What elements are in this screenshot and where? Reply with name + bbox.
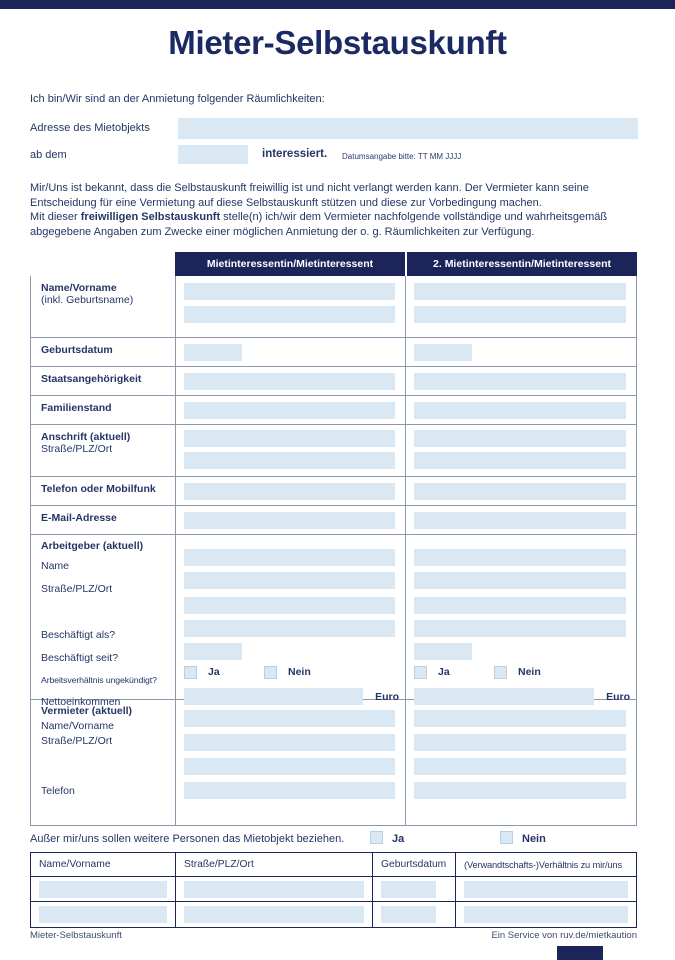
employer-name-field-p2[interactable]: [414, 549, 626, 566]
landlord-phone-field-p2[interactable]: [414, 782, 626, 799]
row-name: [31, 276, 636, 338]
additional-no-checkbox[interactable]: [500, 831, 513, 844]
person-col-relationship: (Verwandtschafts-)Verhältnis zu mir/uns: [455, 853, 636, 876]
employer-street-field-p2-1[interactable]: [414, 572, 626, 589]
address-field-p1-1[interactable]: [184, 430, 395, 447]
row-landlord: [31, 700, 636, 825]
employer-label: Arbeitgeber (aktuell): [41, 540, 144, 552]
employment-no-checkbox-p2[interactable]: [494, 666, 507, 679]
employment-yes-checkbox-p2[interactable]: [414, 666, 427, 679]
person2-name-field[interactable]: [39, 906, 167, 923]
intro-sentence: Ich bin/Wir sind an der Anmietung folgender Räumlichkeiten:: [30, 93, 325, 105]
person-row-2: [31, 902, 636, 927]
date-format-hint: Datumsangabe bitte: TT MM JJJJ: [342, 152, 462, 161]
email-field-p2[interactable]: [414, 512, 626, 529]
row-birthdate: [31, 338, 636, 367]
employer-street-label: Straße/PLZ/Ort: [41, 583, 113, 595]
landlord-street-label: Straße/PLZ/Ort: [41, 735, 113, 747]
net-income-label: Nettoeinkommen: [41, 696, 121, 708]
address-field[interactable]: [178, 118, 638, 139]
employed-as-field-p1[interactable]: [184, 620, 395, 637]
landlord-phone-field-p1[interactable]: [184, 782, 395, 799]
employment-yes-label-p2: Ja: [438, 666, 450, 678]
landlord-phone-label: Telefon: [41, 785, 75, 797]
employer-street-field-p1-2[interactable]: [184, 597, 395, 614]
person1-birthdate-field[interactable]: [381, 881, 436, 898]
email-label: E-Mail-Adresse: [41, 512, 117, 524]
landlord-street-field-p2-2[interactable]: [414, 758, 626, 775]
person1-street-field[interactable]: [184, 881, 364, 898]
person-row-1: [31, 877, 636, 902]
interested-label: interessiert.: [262, 148, 328, 160]
landlord-street-field-p1-2[interactable]: [184, 758, 395, 775]
employed-since-field-p2[interactable]: [414, 643, 472, 660]
disclosure-notice: [30, 181, 650, 239]
notice-para2-pre: Mit dieser: [30, 211, 81, 224]
employment-no-checkbox-p1[interactable]: [264, 666, 277, 679]
additional-no-label: Nein: [522, 833, 546, 845]
person-col-birthdate: Geburtsdatum: [372, 853, 455, 876]
landlord-name-label: Name/Vorname: [41, 720, 114, 732]
name-field-p2-2[interactable]: [414, 306, 626, 323]
euro-label-p1: Euro: [375, 691, 399, 703]
phone-field-p2[interactable]: [414, 483, 626, 500]
additional-yes-label: Ja: [392, 833, 405, 845]
birthdate-field-p2[interactable]: [414, 344, 472, 361]
name-label: Name/Vorname: [41, 282, 117, 294]
applicants-table: [30, 252, 637, 826]
person2-street-field[interactable]: [184, 906, 364, 923]
employment-no-label-p1: Nein: [288, 666, 311, 678]
person1-name-field[interactable]: [39, 881, 167, 898]
address-field-p2-1[interactable]: [414, 430, 626, 447]
phone-label: Telefon oder Mobilfunk: [41, 483, 156, 495]
person2-birthdate-field[interactable]: [381, 906, 436, 923]
footer-document-name: Mieter-Selbstauskunft: [30, 930, 122, 941]
row-address: [31, 425, 636, 477]
landlord-street-field-p2-1[interactable]: [414, 734, 626, 751]
page-title: Mieter-Selbstauskunft: [168, 24, 507, 61]
name-field-p2-1[interactable]: [414, 283, 626, 300]
employed-as-field-p2[interactable]: [414, 620, 626, 637]
employer-street-field-p2-2[interactable]: [414, 597, 626, 614]
name-sublabel: (inkl. Geburtsname): [41, 294, 134, 306]
additional-persons-sentence: Außer mir/uns sollen weitere Personen das Mietobjekt beziehen.: [30, 833, 345, 845]
row-phone: [31, 477, 636, 506]
person2-relationship-field[interactable]: [464, 906, 628, 923]
nationality-label: Staatsangehörigkeit: [41, 373, 142, 385]
employment-yes-checkbox-p1[interactable]: [184, 666, 197, 679]
current-address-sublabel: Straße/PLZ/Ort: [41, 443, 113, 455]
euro-label-p2: Euro: [606, 691, 630, 703]
row-email: [31, 506, 636, 535]
name-field-p1-1[interactable]: [184, 283, 395, 300]
landlord-label: Vermieter (aktuell): [41, 705, 133, 717]
persons-table: [30, 852, 637, 928]
from-date-field[interactable]: [178, 145, 248, 164]
employer-street-field-p1-1[interactable]: [184, 572, 395, 589]
marital-status-label: Familienstand: [41, 402, 112, 414]
email-field-p1[interactable]: [184, 512, 395, 529]
address-label: Adresse des Mietobjekts: [30, 122, 150, 134]
from-date-label: ab dem: [30, 149, 67, 161]
birthdate-field-p1[interactable]: [184, 344, 242, 361]
person-col-name: Name/Vorname: [39, 859, 111, 870]
phone-field-p1[interactable]: [184, 483, 395, 500]
employment-status-label: Arbeitsverhältnis ungekündigt?: [41, 675, 157, 685]
name-field-p1-2[interactable]: [184, 306, 395, 323]
applicant2-header: 2. Mietinteressentin/Mietinteressent: [405, 252, 637, 276]
notice-para2-bold: freiwilligen Selbstauskunft: [80, 211, 221, 224]
person1-relationship-field[interactable]: [464, 881, 628, 898]
employed-since-label: Beschäftigt seit?: [41, 652, 119, 664]
person-col-street: Straße/PLZ/Ort: [175, 853, 372, 876]
applicants-table-header: [30, 252, 637, 276]
row-marital-status: [31, 396, 636, 425]
address-field-p1-2[interactable]: [184, 452, 395, 469]
applicant1-header: Mietinteressentin/Mietinteressent: [175, 252, 405, 276]
persons-table-header: [31, 853, 636, 877]
landlord-street-field-p1-1[interactable]: [184, 734, 395, 751]
employment-no-label-p2: Nein: [518, 666, 541, 678]
additional-yes-checkbox[interactable]: [370, 831, 383, 844]
notice-para2-post: stelle(n) ich/wir dem Vermieter nachfolgende vollständige und wahrheitsgemäß abgegebene Angaben zum Zwecke einer möglichen Anmietung der o. g. Räumlichkeiten zur Verfügung.: [30, 211, 608, 238]
employed-since-field-p1[interactable]: [184, 643, 242, 660]
address-field-p2-2[interactable]: [414, 452, 626, 469]
employment-yes-label-p1: Ja: [208, 666, 220, 678]
marital-status-field-p1[interactable]: [184, 402, 395, 419]
employer-name-field-p1[interactable]: [184, 549, 395, 566]
marital-status-field-p2[interactable]: [414, 402, 626, 419]
landlord-name-field-p1[interactable]: [184, 710, 395, 727]
next-page-peek-bar: [557, 946, 603, 960]
employer-name-label: Name: [41, 560, 70, 572]
row-nationality: [31, 367, 636, 396]
employed-as-label: Beschäftigt als?: [41, 629, 116, 641]
current-address-label: Anschrift (aktuell): [41, 431, 131, 443]
landlord-name-field-p2[interactable]: [414, 710, 626, 727]
birthdate-label: Geburtsdatum: [41, 344, 113, 356]
nationality-field-p1[interactable]: [184, 373, 395, 390]
footer-service-note: Ein Service von ruv.de/mietkaution: [491, 930, 637, 941]
notice-para1: Mir/Uns ist bekannt, dass die Selbstauskunft freiwillig ist und nicht verlangt werden kann. Der Vermieter kann seine Entscheidung für eine Vermietung auf diese Selbstauskunft stützen und diese zur Vorbedingung machen.: [30, 182, 589, 209]
row-employer: [31, 535, 636, 708]
top-page-edge-bar: [0, 0, 675, 9]
nationality-field-p2[interactable]: [414, 373, 626, 390]
